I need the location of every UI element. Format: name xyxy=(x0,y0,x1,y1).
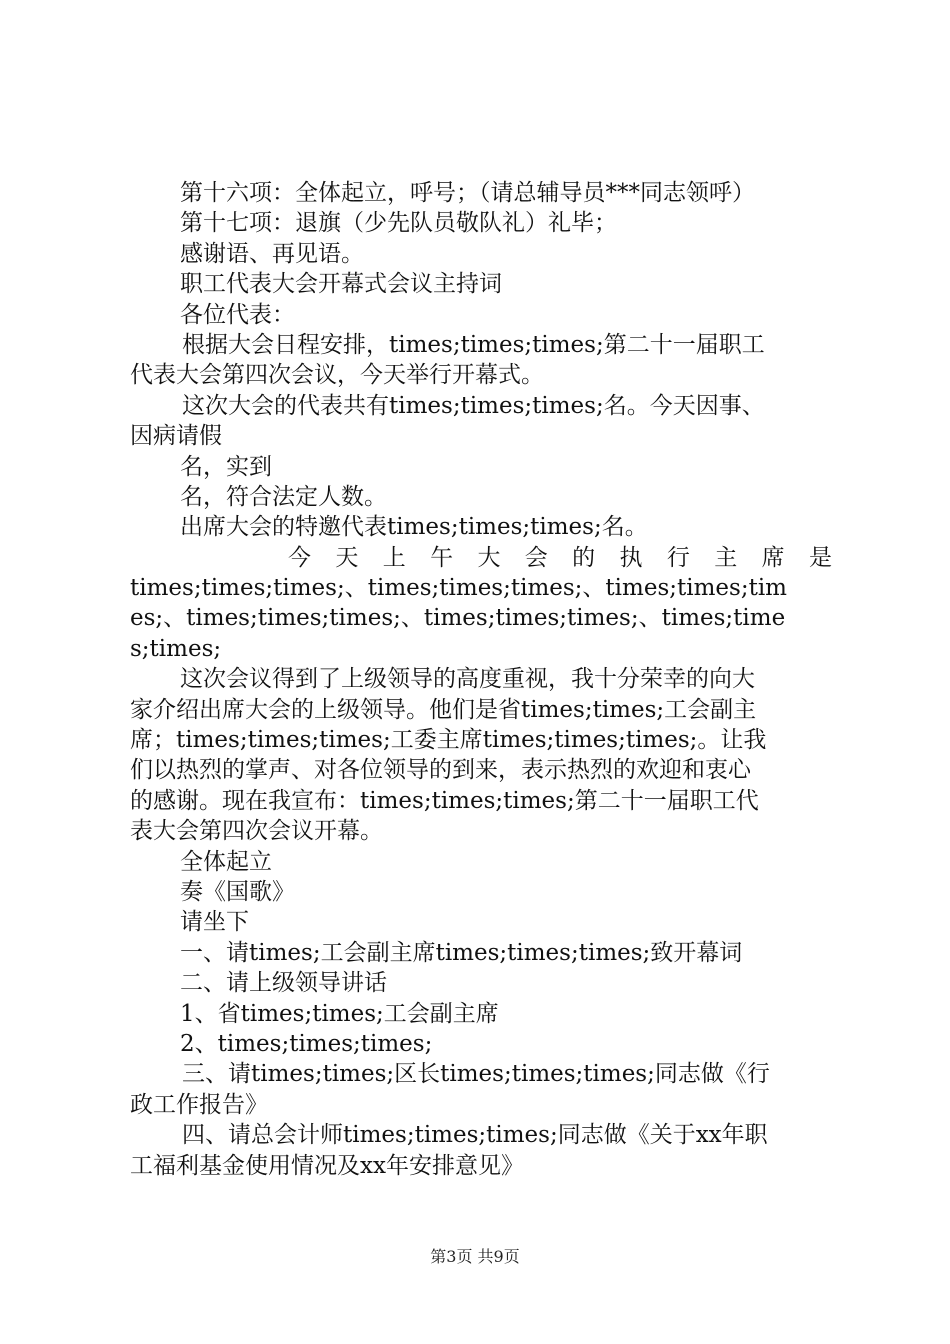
justified-line xyxy=(130,543,832,573)
justified-char: 上 xyxy=(382,544,406,571)
text-line: 名，实到 xyxy=(180,453,272,480)
text-line: es;、times;times;times;、times;times;times;、times;time xyxy=(130,605,786,632)
text-line: 请坐下 xyxy=(180,909,249,936)
justified-char: 主 xyxy=(714,544,738,571)
text-line: 们以热烈的掌声、对各位领导的到来，表示热烈的欢迎和衷心 xyxy=(130,757,751,784)
text-line: 家介绍出席大会的上级领导。他们是省times;times;工会副主 xyxy=(130,696,757,723)
text-line: 代表大会第四次会议，今天举行开幕式。 xyxy=(130,362,544,389)
text-line: 的感谢。现在我宣布：times;times;times;第二十一届职工代 xyxy=(130,787,759,814)
text-line: 三、请times;times;区长times;times;times;同志做《行 xyxy=(182,1061,770,1088)
justified-char: 天 xyxy=(335,544,359,571)
text-line: 这次大会的代表共有times;times;times;名。今天因事、 xyxy=(182,392,765,419)
text-line: 各位代表： xyxy=(180,301,295,328)
text-line: 政工作报告》 xyxy=(130,1091,268,1118)
text-line: 奏《国歌》 xyxy=(180,878,295,905)
text-line: 工福利基金使用情况及xx年安排意见》 xyxy=(130,1152,524,1179)
justified-char: 执 xyxy=(619,544,643,571)
text-line: 席；times;times;times;工委主席times;times;times;。让我 xyxy=(130,727,767,754)
text-line: 1、省times;times;工会副主席 xyxy=(180,1000,499,1027)
text-line: 全体起立 xyxy=(180,848,272,875)
text-line: 感谢语、再见语。 xyxy=(180,240,364,267)
text-line: times;times;times;、times;times;times;、times;times;tim xyxy=(130,575,787,602)
text-line: 二、请上级领导讲话 xyxy=(180,970,387,997)
text-line: 因病请假 xyxy=(130,423,222,450)
justified-char: 的 xyxy=(572,544,596,571)
justified-char: 午 xyxy=(430,544,454,571)
text-line: 四、请总会计师times;times;times;同志做《关于xx年职 xyxy=(182,1122,768,1149)
text-line: 表大会第四次会议开幕。 xyxy=(130,818,383,845)
text-line: 第十六项：全体起立，呼号；（请总辅导员***同志领呼） xyxy=(180,180,755,206)
justified-char: 席 xyxy=(761,544,785,571)
text-line: 2、times;times;times; xyxy=(180,1030,433,1057)
text-line: 职工代表大会开幕式会议主持词 xyxy=(180,271,502,298)
page-footer: 第3页 共9页 xyxy=(430,1247,520,1266)
justified-char: 今 xyxy=(288,544,311,571)
justified-char: 大 xyxy=(477,544,501,571)
text-line: 根据大会日程安排，times;times;times;第二十一届职工 xyxy=(182,331,765,358)
text-line: 第十七项：退旗（少先队员敬队礼）礼毕； xyxy=(180,210,617,237)
text-line: 这次会议得到了上级领导的高度重视，我十分荣幸的向大 xyxy=(180,666,755,693)
text-line: 名，符合法定人数。 xyxy=(180,483,387,510)
justified-char: 会 xyxy=(524,544,548,571)
justified-char: 是 xyxy=(808,544,832,571)
text-line: 出席大会的特邀代表times;times;times;名。 xyxy=(180,514,648,541)
document-body xyxy=(130,178,832,1181)
justified-char: 行 xyxy=(666,544,690,571)
text-line: s;times; xyxy=(130,635,222,662)
text-line: 一、请times;工会副主席times;times;times;致开幕词 xyxy=(180,939,743,966)
